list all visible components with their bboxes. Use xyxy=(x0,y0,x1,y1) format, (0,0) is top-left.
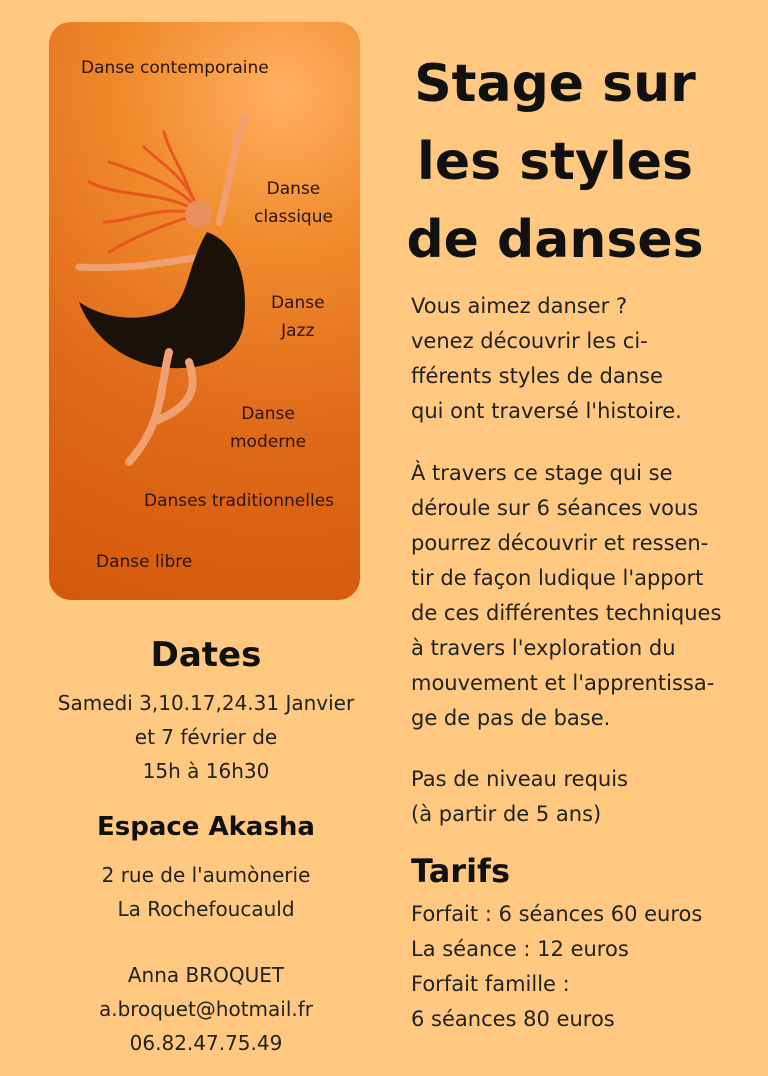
style-label-classique xyxy=(254,175,333,231)
style-label-libre: Danse libre xyxy=(96,552,193,572)
level-line: Pas de niveau requis xyxy=(411,767,628,791)
dates-line: et 7 février de xyxy=(134,725,278,749)
description-line: à travers l'exploration du xyxy=(411,636,676,660)
tarif-item: La séance : 12 euros xyxy=(411,937,629,961)
dates-line: Samedi 3,10.17,24.31 Janvier xyxy=(57,691,355,715)
dates-info xyxy=(40,686,372,788)
description-line: tir de façon ludique l'apport xyxy=(411,566,704,590)
intro-line: venez découvrir les ci- xyxy=(411,329,648,353)
style-label-jazz-line2: Jazz xyxy=(281,321,315,341)
poster-image-card xyxy=(49,22,360,600)
description-line: mouvement et l'apprentissa- xyxy=(411,671,715,695)
style-label-classique-line1: Danse xyxy=(266,179,321,199)
style-label-contemporaine: Danse contemporaine xyxy=(81,58,269,78)
description-line: ge de pas de base. xyxy=(411,706,611,730)
description-line: de ces différentes techniques xyxy=(411,601,722,625)
description-line: À travers ce stage qui se xyxy=(411,461,673,485)
address-line: 2 rue de l'aumònerie xyxy=(101,863,311,887)
contact-email: a.broquet@hotmail.fr xyxy=(98,997,314,1021)
tarif-item: Forfait : 6 séances 60 euros xyxy=(411,902,703,926)
tarifs-list xyxy=(411,897,702,1037)
style-label-classique-line2: classique xyxy=(254,207,333,227)
style-label-jazz-line1: Danse xyxy=(271,293,325,313)
contact-name: Anna BROQUET xyxy=(127,963,285,987)
intro-paragraph xyxy=(411,289,682,429)
address-line: La Rochefoucauld xyxy=(117,897,295,921)
intro-line: qui ont traversé l'histoire. xyxy=(411,399,682,423)
level-line: (à partir de 5 ans) xyxy=(411,802,602,826)
venue-heading: Espace Akasha xyxy=(97,812,315,842)
tarif-item: 6 séances 80 euros xyxy=(411,1007,615,1031)
style-label-jazz xyxy=(271,289,325,345)
style-label-moderne-line1: Danse xyxy=(241,404,295,424)
level-info xyxy=(411,762,628,832)
title-line: Stage sur xyxy=(414,54,696,114)
dates-line: 15h à 16h30 xyxy=(142,759,270,783)
tarifs-heading: Tarifs xyxy=(411,852,511,890)
intro-line: fférents styles de danse xyxy=(411,364,663,388)
title-line: les styles xyxy=(417,132,693,192)
style-label-moderne-line2: moderne xyxy=(230,432,307,452)
description-line: déroule sur 6 séances vous xyxy=(411,496,699,520)
tarif-item: Forfait famille : xyxy=(411,972,570,996)
description-line: pourrez découvrir et ressen- xyxy=(411,531,709,555)
intro-line: Vous aimez danser ? xyxy=(411,294,628,318)
style-label-traditionnelles: Danses traditionnelles xyxy=(144,491,335,511)
contact-phone: 06.82.47.75.49 xyxy=(129,1031,283,1055)
page-title xyxy=(390,45,720,279)
title-line: de danses xyxy=(406,210,704,270)
description-paragraph xyxy=(411,456,721,736)
contact-info xyxy=(40,958,372,1060)
dates-heading: Dates xyxy=(150,635,262,675)
style-label-moderne xyxy=(230,400,306,456)
venue-address xyxy=(40,858,372,926)
